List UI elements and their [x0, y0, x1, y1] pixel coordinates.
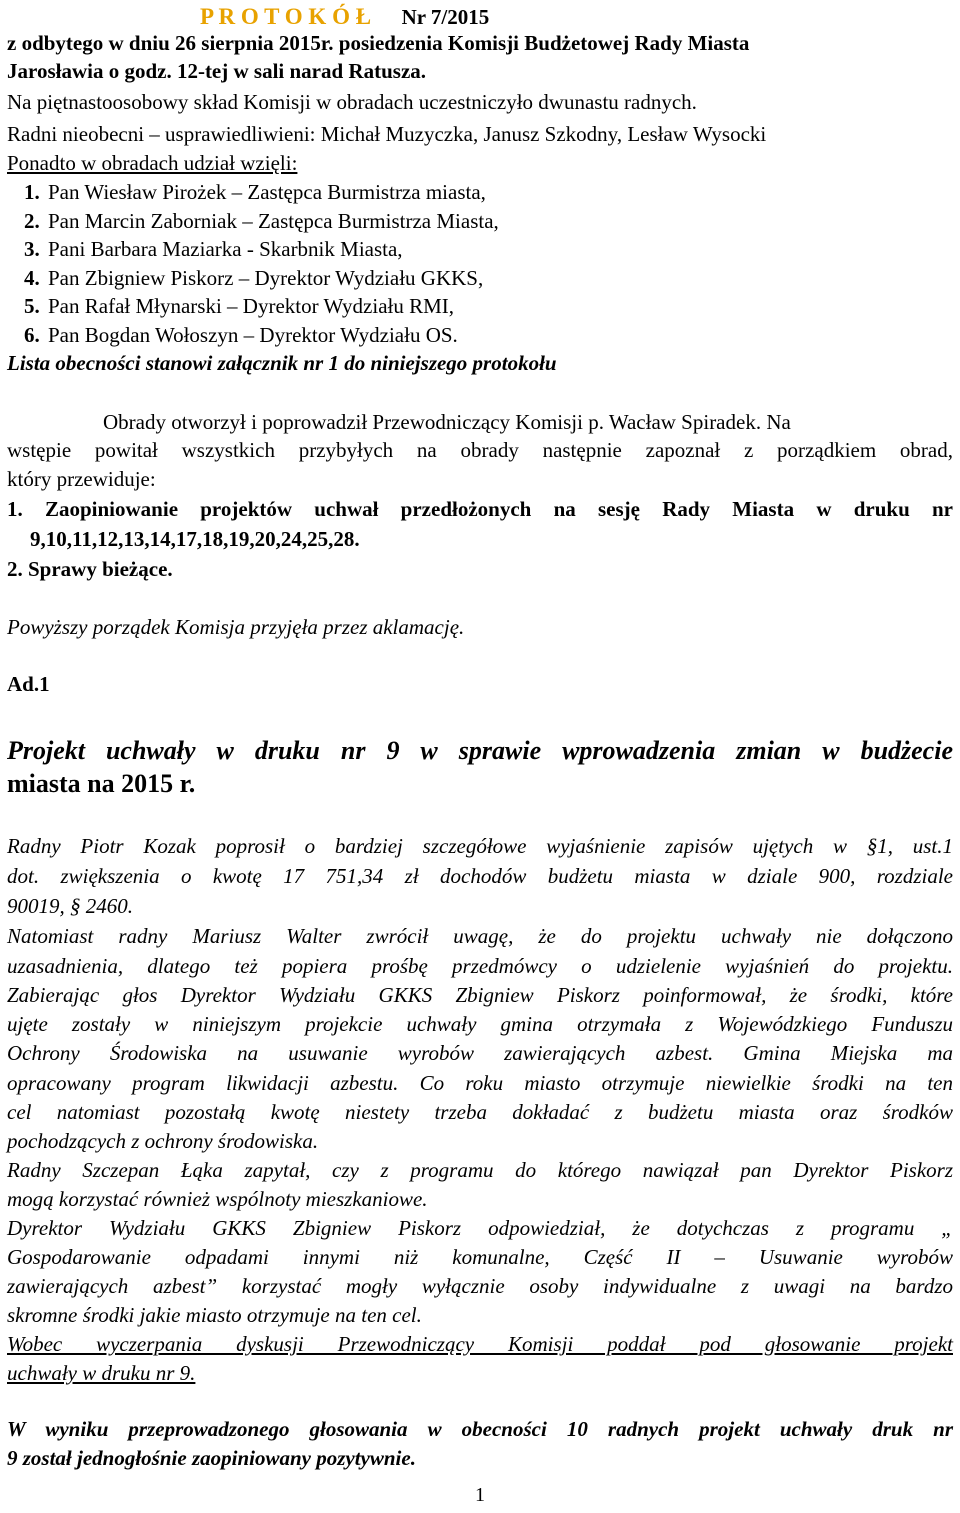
discussion-line: Zabierając głos Dyrektor Wydziału GKKS Zbigniew Piskorz poinformował, że środki, które: [7, 983, 953, 1007]
list-item-number: 1.: [24, 180, 40, 204]
protocol-number: Nr 7/2015: [401, 5, 490, 29]
discussion-line: opracowany program likwidacji azbestu. Co roku miasto otrzymuje niewielkie środki na ten: [7, 1071, 953, 1095]
discussion-line: 90019, § 2460.: [7, 894, 133, 918]
discussion-line: Gospodarowanie odpadami innymi niż komunalne, Część II – Usuwanie wyrobów: [7, 1245, 953, 1269]
discussion-line: Ochrony Środowiska na usuwanie wyrobów zawierających azbest. Gmina Miejska ma: [7, 1041, 953, 1065]
opening-line-1-text: Obrady otworzył i poprowadził Przewodniczący Komisji p. Wacław Spiradek. Na: [103, 410, 791, 434]
discussion-line: cel natomiast pozostałą kwotę niestety trzeba dokładać z budżetu miasta oraz środków: [7, 1100, 953, 1124]
list-item-number: 2.: [24, 209, 40, 233]
discussion-line: zawierających azbest” korzystać mogły wyłącznie osoby indywidualne z uwagi na bardzo: [7, 1274, 953, 1298]
list-item-number: 3.: [24, 237, 40, 261]
header-line-1: z odbytego w dniu 26 sierpnia 2015r. posiedzenia Komisji Budżetowej Rady Miasta: [7, 31, 750, 55]
resolution-title-line-1: Projekt uchwały w druku nr 9 w sprawie wprowadzenia zmian w budżecie: [7, 736, 953, 765]
list-item-number: 4.: [24, 266, 40, 290]
discussion-line: uchwały w druku nr 9.: [7, 1361, 196, 1385]
discussion-line: dot. zwiększenia o kwotę 17 751,34 zł dochodów budżetu miasta w dziale 900, rozdziale: [7, 864, 953, 888]
header-line-3: Na piętnastoosobowy skład Komisji w obradach uczestniczyło dwunastu radnych.: [7, 90, 697, 114]
list-item-text: Pan Rafał Młynarski – Dyrektor Wydziału RMI,: [48, 294, 455, 318]
agenda-item-1-prints: 9,10,11,12,13,14,17,18,19,20,24,25,28.: [30, 527, 360, 551]
participants-intro: Ponadto w obradach udział wzięli:: [7, 151, 298, 175]
list-item: [24, 323, 458, 348]
list-item: [24, 294, 454, 319]
opening-line-3: który przewiduje:: [7, 467, 156, 491]
resolution-title-line-2: miasta na 2015 r.: [7, 769, 196, 798]
discussion-line: Dyrektor Wydziału GKKS Zbigniew Piskorz odpowiedział, że dotychczas z programu „: [7, 1216, 953, 1240]
discussion-line: pochodzących z ochrony środowiska.: [7, 1129, 319, 1153]
discussion-line: Radny Piotr Kozak poprosił o bardziej szczegółowe wyjaśnienie zapisów ujętych w §1, ust.1: [7, 834, 953, 858]
list-item: [24, 180, 486, 205]
absent-members: Radni nieobecni – usprawiedliwieni: Michał Muzyczka, Janusz Szkodny, Lesław Wysocki: [7, 122, 767, 146]
vote-result-line-1: W wyniku przeprowadzonego głosowania w obecności 10 radnych projekt uchwały druk nr: [7, 1417, 953, 1441]
list-item: [24, 209, 499, 234]
list-item-text: Pan Bogdan Wołoszyn – Dyrektor Wydziału OS.: [48, 323, 458, 347]
list-item: [24, 237, 403, 262]
list-item-number: 6.: [24, 323, 40, 347]
page-number: 1: [475, 1484, 485, 1506]
discussion-line: Radny Szczepan Łąka zapytał, czy z programu do którego nawiązał pan Dyrektor Piskorz: [7, 1158, 953, 1182]
header-line-2: Jarosławia o godz. 12-tej w sali narad Ratusza.: [7, 59, 427, 83]
agenda-item-2: 2. Sprawy bieżące.: [7, 557, 173, 581]
protocol-title: [200, 3, 489, 31]
list-item: [24, 266, 483, 291]
list-item-text: Pan Zbigniew Piskorz – Dyrektor Wydziału GKKS,: [48, 266, 484, 290]
section-ad1: Ad.1: [7, 672, 50, 696]
opening-line-2: wstępie powitał wszystkich przybyłych na obrady następnie zapoznał z porządkiem obrad,: [7, 438, 953, 462]
discussion-line: Wobec wyczerpania dyskusji Przewodniczący Komisji poddał pod głosowanie projekt: [7, 1332, 953, 1356]
discussion-line: mogą korzystać również wspólnoty mieszkaniowe.: [7, 1187, 428, 1211]
protocol-title-text: P R O T O K Ó Ł: [200, 4, 372, 29]
discussion-line: uzasadnienia, dlatego też popiera prośbę przedmówcy o udzielenie wyjaśnień do projektu.: [7, 954, 953, 978]
opening-line-1: [103, 410, 953, 435]
list-item-text: Pani Barbara Maziarka - Skarbnik Miasta,: [48, 237, 403, 261]
attendance-note: Lista obecności stanowi załącznik nr 1 do niniejszego protokołu: [7, 351, 557, 375]
list-item-number: 5.: [24, 294, 40, 318]
discussion-line: skromne środki jakie miasto otrzymuje na ten cel.: [7, 1303, 422, 1327]
list-item-text: Pan Wiesław Pirożek – Zastępca Burmistrza miasta,: [48, 180, 486, 204]
agenda-item-1: 1. Zaopiniowanie projektów uchwał przedłożonych na sesję Rady Miasta w druku nr: [7, 497, 953, 521]
agenda-accepted: Powyższy porządek Komisja przyjęła przez aklamację.: [7, 615, 465, 639]
vote-result-line-2: 9 został jednogłośnie zaopiniowany pozytywnie.: [7, 1446, 416, 1470]
discussion-line: ujęte zostały w niniejszym projekcie uchwały gmina otrzymała z Wojewódzkiego Funduszu: [7, 1012, 953, 1036]
discussion-line: Natomiast radny Mariusz Walter zwrócił uwagę, że do projektu uchwały nie dołączono: [7, 924, 953, 948]
list-item-text: Pan Marcin Zaborniak – Zastępca Burmistrza Miasta,: [48, 209, 499, 233]
